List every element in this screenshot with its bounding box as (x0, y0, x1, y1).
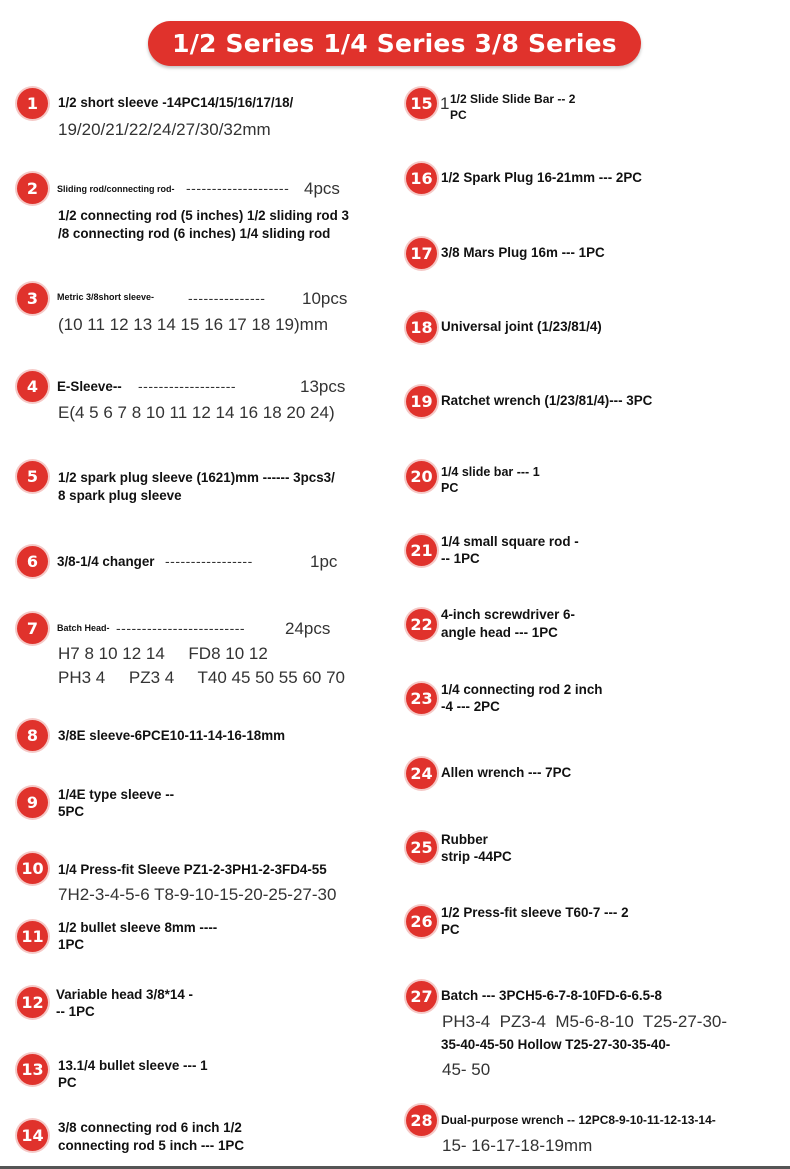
item-number-badge: 28 (406, 1105, 437, 1136)
item-text: 1/2 Slide Slide Bar -- 2 (450, 92, 576, 106)
item-dashes: ----------------- (165, 553, 253, 569)
item-number-badge: 16 (406, 163, 437, 194)
item-detail: (10 11 12 13 14 15 16 17 18 19)mm (58, 315, 328, 334)
item-text: 3/8E sleeve-6PCE10-11-14-16-18mm (58, 728, 286, 743)
item-number-badge: 2 (17, 173, 48, 204)
item-text: 3/8 connecting rod 6 inch 1/2 (58, 1120, 242, 1135)
item-number-badge: 20 (406, 461, 437, 492)
title-banner (148, 21, 641, 66)
item-text: PC (441, 481, 459, 495)
item-text: 4-inch screwdriver 6- (441, 607, 575, 622)
item-number-badge: 23 (406, 683, 437, 714)
item-number-badge: 13 (17, 1054, 48, 1085)
item-number-badge: 15 (406, 88, 437, 119)
item-number-badge: 4 (17, 371, 48, 402)
page-title: 1/2 Series 1/4 Series 3/8 Series (172, 29, 617, 58)
item-text: 1/4E type sleeve -- (58, 787, 175, 802)
item-number-badge: 9 (17, 787, 48, 818)
item-text: 1/4 slide bar --- 1 (441, 465, 540, 479)
item-number-badge: 25 (406, 832, 437, 863)
item-text: Batch --- 3PCH5-6-7-8-10FD-6-6.5-8 (441, 988, 662, 1003)
item-number-badge: 19 (406, 386, 437, 417)
item-label: Batch Head- (57, 623, 110, 633)
item-text: Allen wrench --- 7PC (441, 765, 572, 780)
item-detail: PH3-4 PZ3-4 M5-6-8-10 T25-27-30- (442, 1012, 728, 1031)
item-number-badge: 3 (17, 283, 48, 314)
item-dashes: -------------------- (186, 180, 290, 196)
item-quantity: 24pcs (285, 619, 331, 638)
item-dashes: ------------------- (138, 378, 237, 394)
item-text: 1/2 Press-fit sleeve T60-7 --- 2 (441, 905, 629, 920)
item-text: 1/4 connecting rod 2 inch (441, 682, 603, 697)
item-text: 1/2 short sleeve -14PC14/15/16/17/18/ (58, 95, 294, 110)
item-text: 1/4 small square rod - (441, 534, 579, 549)
item-detail: PH3 4 PZ3 4 T40 45 50 55 60 70 (58, 668, 345, 687)
item-detail: 45- 50 (442, 1060, 491, 1079)
item-detail: 19/20/21/22/24/27/30/32mm (58, 120, 271, 139)
item-text: 1/2 bullet sleeve 8mm ---- (58, 920, 218, 935)
item-text: PC (441, 922, 460, 937)
item-text: /8 connecting rod (6 inches) 1/4 sliding rod (58, 226, 331, 241)
item-text: Ratchet wrench (1/23/81/4)--- 3PC (441, 393, 653, 408)
item-text: 1PC (58, 937, 85, 952)
item-number-badge: 24 (406, 758, 437, 789)
item-number-badge: 18 (406, 312, 437, 343)
item-text: 13.1/4 bullet sleeve --- 1 (58, 1058, 208, 1073)
item-text: Variable head 3/8*14 - (56, 987, 193, 1002)
item-quantity: 10pcs (302, 289, 348, 308)
item-label: 3/8-1/4 changer (57, 554, 155, 569)
item-text: -4 --- 2PC (441, 699, 500, 714)
item-prefix: 1 (440, 94, 450, 113)
item-text: Universal joint (1/23/81/4) (441, 319, 602, 334)
item-number-badge: 5 (17, 461, 48, 492)
item-text: 3/8 Mars Plug 16m --- 1PC (441, 245, 605, 260)
item-text: 1/2 Spark Plug 16-21mm --- 2PC (441, 170, 642, 185)
item-text: 1/2 spark plug sleeve (1621)mm ------ 3pcs3/ (58, 470, 335, 485)
item-number-badge: 8 (17, 720, 48, 751)
item-text: 1/4 Press-fit Sleeve PZ1-2-3PH1-2-3FD4-55 (58, 862, 327, 877)
item-text: PC (58, 1075, 77, 1090)
item-label: Sliding rod/connecting rod- (57, 184, 175, 194)
item-number-badge: 27 (406, 981, 437, 1012)
item-number-badge: 1 (17, 88, 48, 119)
item-detail: E(4 5 6 7 8 10 11 12 14 16 18 20 24) (58, 403, 335, 422)
item-quantity: 1pc (310, 552, 338, 571)
item-detail: H7 8 10 12 14 FD8 10 12 (58, 644, 268, 663)
item-quantity: 13pcs (300, 377, 346, 396)
item-text: 1/2 connecting rod (5 inches) 1/2 sliding rod 3 (58, 208, 349, 223)
item-number-badge: 10 (17, 853, 48, 884)
item-number-badge: 22 (406, 609, 437, 640)
item-detail: 7H2-3-4-5-6 T8-9-10-15-20-25-27-30 (58, 885, 337, 904)
item-text: 8 spark plug sleeve (58, 488, 182, 503)
item-text: 35-40-45-50 Hollow T25-27-30-35-40- (441, 1037, 671, 1052)
item-dashes: ------------------------- (116, 620, 246, 636)
item-text: Rubber (441, 832, 488, 847)
item-label: Metric 3/8short sleeve- (57, 292, 155, 302)
item-text: connecting rod 5 inch --- 1PC (58, 1138, 244, 1153)
item-detail: 15- 16-17-18-19mm (442, 1136, 593, 1155)
item-number-badge: 14 (17, 1120, 48, 1151)
item-text: PC (450, 108, 467, 122)
item-text: -- 1PC (441, 551, 480, 566)
item-number-badge: 26 (406, 906, 437, 937)
item-text: angle head --- 1PC (441, 625, 558, 640)
item-number-badge: 21 (406, 535, 437, 566)
item-quantity: 4pcs (304, 179, 340, 198)
item-text: Dual-purpose wrench -- 12PC8-9-10-11-12-13-14- (441, 1113, 716, 1127)
item-number-badge: 11 (17, 921, 48, 952)
item-number-badge: 6 (17, 546, 48, 577)
item-number-badge: 17 (406, 238, 437, 269)
item-number-badge: 7 (17, 613, 48, 644)
item-number-badge: 12 (17, 987, 48, 1018)
item-text: strip -44PC (441, 849, 512, 864)
item-label: E-Sleeve-- (57, 379, 122, 394)
item-text: 5PC (58, 804, 85, 819)
item-dashes: --------------- (188, 290, 266, 306)
item-text: -- 1PC (56, 1004, 95, 1019)
